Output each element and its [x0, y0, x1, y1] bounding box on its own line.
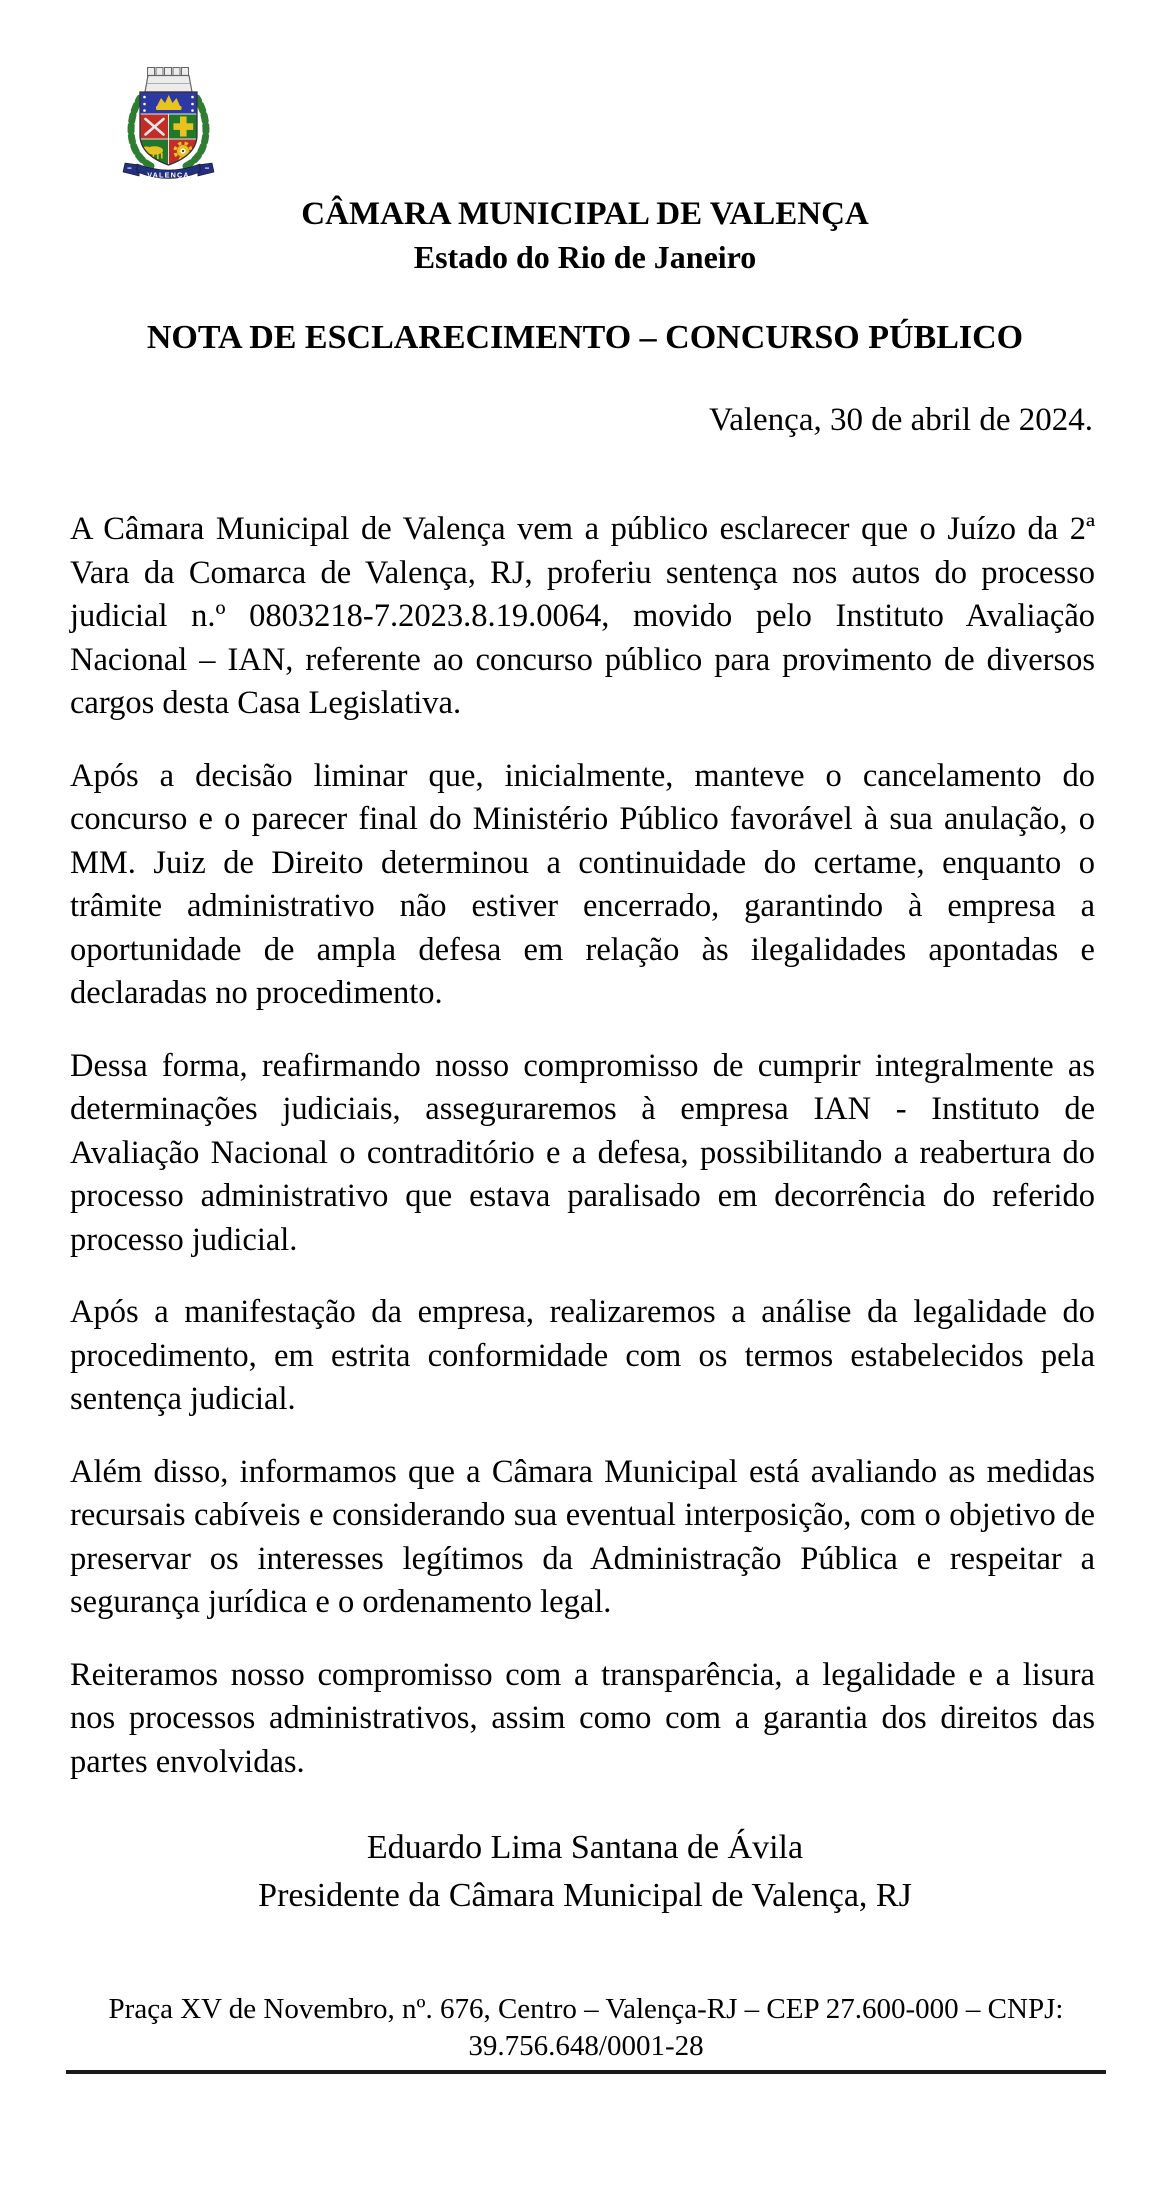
- banner-text: VALENÇA: [147, 170, 190, 180]
- mural-crown-icon: [145, 68, 192, 93]
- org-header: [0, 192, 1170, 279]
- body-paragraph: Dessa forma, reafirmando nosso compromisso de cumprir integralmente as determinações judiciais, asseguraremos à empresa IAN - Instituto de Avaliação Nacional o contraditório e a defesa, possibilitando a reabertura do processo administrativo que estava paralisado em decorrência do referido processo judicial.: [70, 1047, 1095, 1258]
- coat-of-arms-emblem: [117, 62, 220, 188]
- org-name: CÂMARA MUNICIPAL DE VALENÇA: [301, 196, 869, 232]
- footer-address-line-1: Praça XV de Novembro, nº. 676, Centro – Valença-RJ – CEP 27.600-000 – CNPJ:: [108, 1993, 1064, 2025]
- shield-icon: [140, 92, 197, 165]
- footer-rule: [66, 2070, 1106, 2074]
- org-state: Estado do Rio de Janeiro: [413, 239, 757, 275]
- date-line: Valença, 30 de abril de 2024.: [709, 402, 1093, 438]
- document-title: NOTA DE ESCLARECIMENTO – CONCURSO PÚBLICO: [146, 319, 1024, 356]
- footer: [66, 1991, 1106, 2074]
- body-paragraph: Após a decisão liminar que, inicialmente, manteve o cancelamento do concurso e o parecer final do Ministério Público favorável à sua anulação, o MM. Juiz de Direito determinou a continuidade do certame, enquanto o trâmite administrativo não estiver encerrado, garantindo à empresa a oportunidade de ampla defesa em relação às ilegalidades apontadas e declaradas no procedimento.: [70, 757, 1095, 1011]
- signature-role: Presidente da Câmara Municipal de Valença, RJ: [258, 1877, 912, 1914]
- document-body: [70, 508, 1095, 1813]
- body-paragraph: Reiteramos nosso compromisso com a transparência, a legalidade e a lisura nos processos administrativos, assim como com a garantia dos direitos das partes envolvidas.: [70, 1656, 1095, 1780]
- body-paragraph: A Câmara Municipal de Valença vem a público esclarecer que o Juízo da 2ª Vara da Comarca de Valença, RJ, proferiu sentença nos autos do processo judicial n.º 0803218-7.2023.8.19.0064, movido pelo Instituto Avaliação Nacional – IAN, referente ao concurso público para provimento de diversos cargos desta Casa Legislativa.: [70, 511, 1095, 721]
- signature-block: [0, 1824, 1170, 1920]
- signature-name: Eduardo Lima Santana de Ávila: [366, 1829, 804, 1866]
- body-paragraph: Após a manifestação da empresa, realizaremos a análise da legalidade do procedimento, em estrita conformidade com os termos estabelecidos pela sentença judicial.: [70, 1294, 1095, 1417]
- footer-address-line-2: 39.756.648/0001-28: [468, 2030, 704, 2062]
- body-paragraph: Além disso, informamos que a Câmara Municipal está avaliando as medidas recursais cabíveis e considerando sua eventual interposição, com o objetivo de preservar os interesses legítimos da Administração Pública e respeitar a segurança jurídica e o ordenamento legal.: [70, 1453, 1095, 1620]
